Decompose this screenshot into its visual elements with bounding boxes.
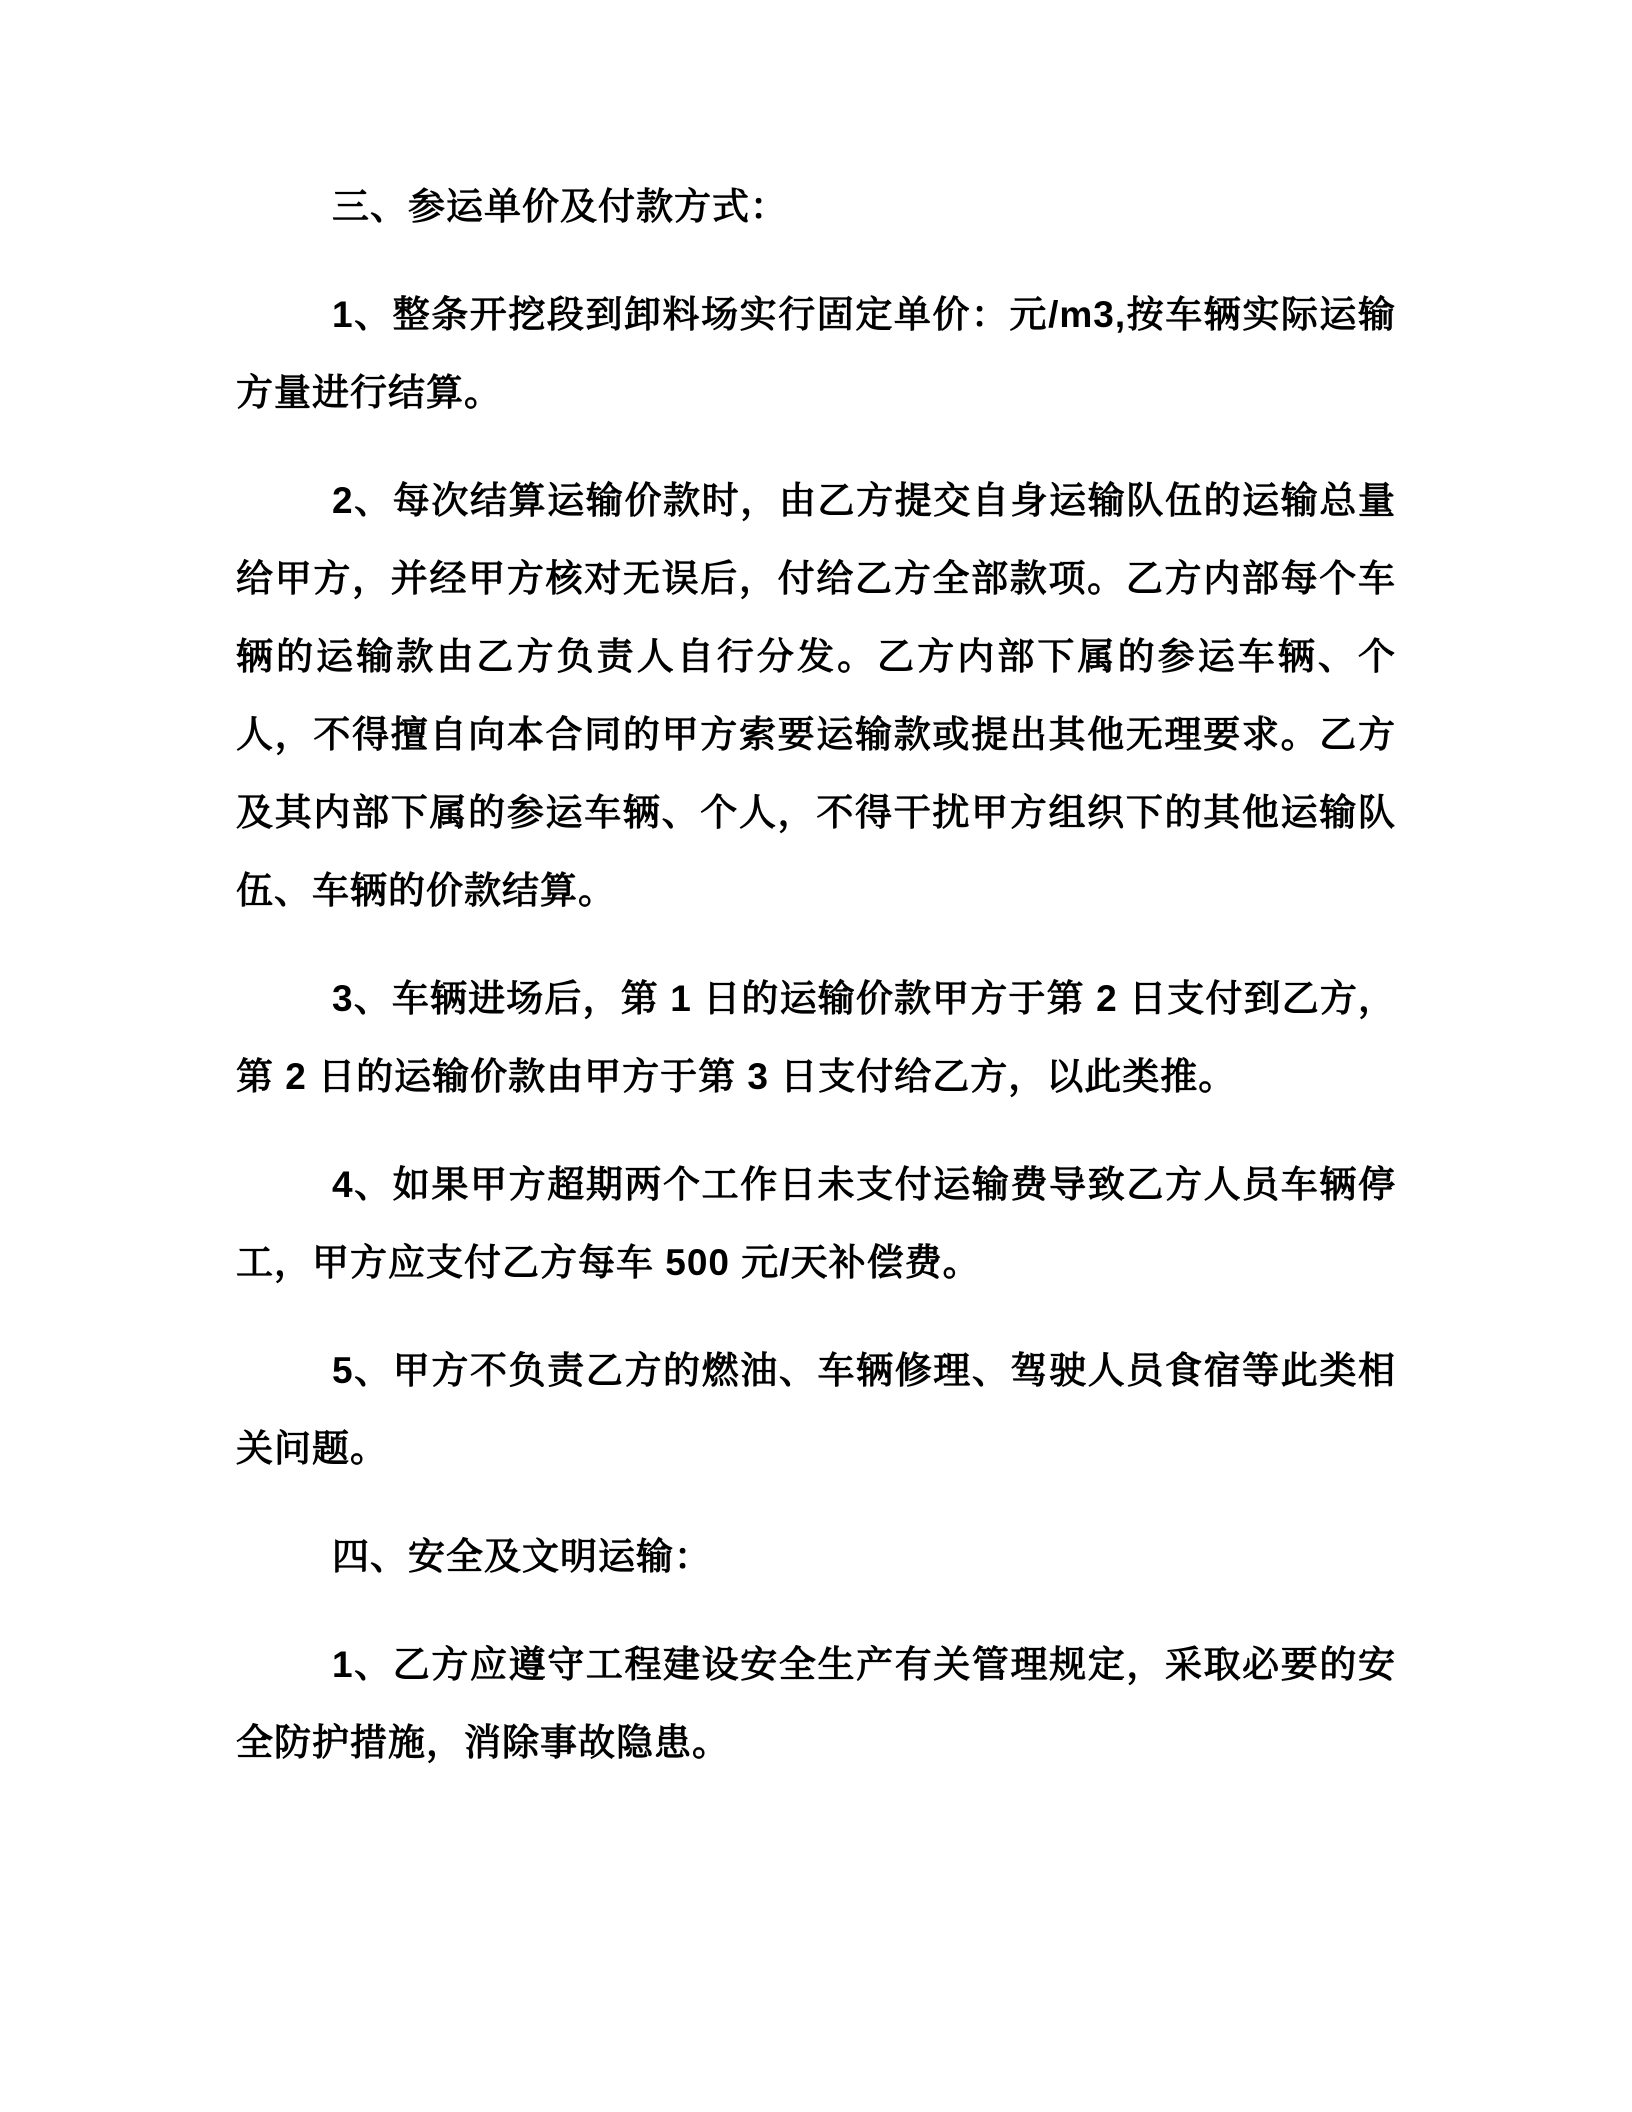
paragraph-3-2: 2、每次结算运输价款时，由乙方提交自身运输队伍的运输总量给甲方，并经甲方核对无误后，付给乙方全部款项。乙方内部每个车辆的运输款由乙方负责人自行分发。乙方内部下属的参运车辆、个人，不得擅自向本合同的甲方索要运输款或提出其他无理要求。乙方及其内部下属的参运车辆、个人，不得干扰甲方组织下的其他运输队伍、车辆的价款结算。: [236, 480, 1396, 911]
paragraph-3-4: 4、如果甲方超期两个工作日未支付运输费导致乙方人员车辆停工，甲方应支付乙方每车 500 元/天补偿费。: [236, 1164, 1396, 1283]
paragraph-3-1: 1、整条开挖段到卸料场实行固定单价：元/m3,按车辆实际运输方量进行结算。: [236, 294, 1396, 413]
section-heading-4: 四、安全及文明运输：: [332, 1536, 712, 1577]
paragraph-3-5: 5、甲方不负责乙方的燃油、车辆修理、驾驶人员食宿等此类相关问题。: [236, 1350, 1396, 1469]
paragraph-3-3: 3、车辆进场后，第 1 日的运输价款甲方于第 2 日支付到乙方，第 2 日的运输价款由甲方于第 3 日支付给乙方，以此类推。: [236, 978, 1396, 1097]
section-heading-3: 三、参运单价及付款方式：: [332, 186, 788, 227]
paragraph-4-1: 1、乙方应遵守工程建设安全生产有关管理规定，采取必要的安全防护措施，消除事故隐患。: [236, 1644, 1396, 1763]
document-body: [236, 168, 1396, 1782]
